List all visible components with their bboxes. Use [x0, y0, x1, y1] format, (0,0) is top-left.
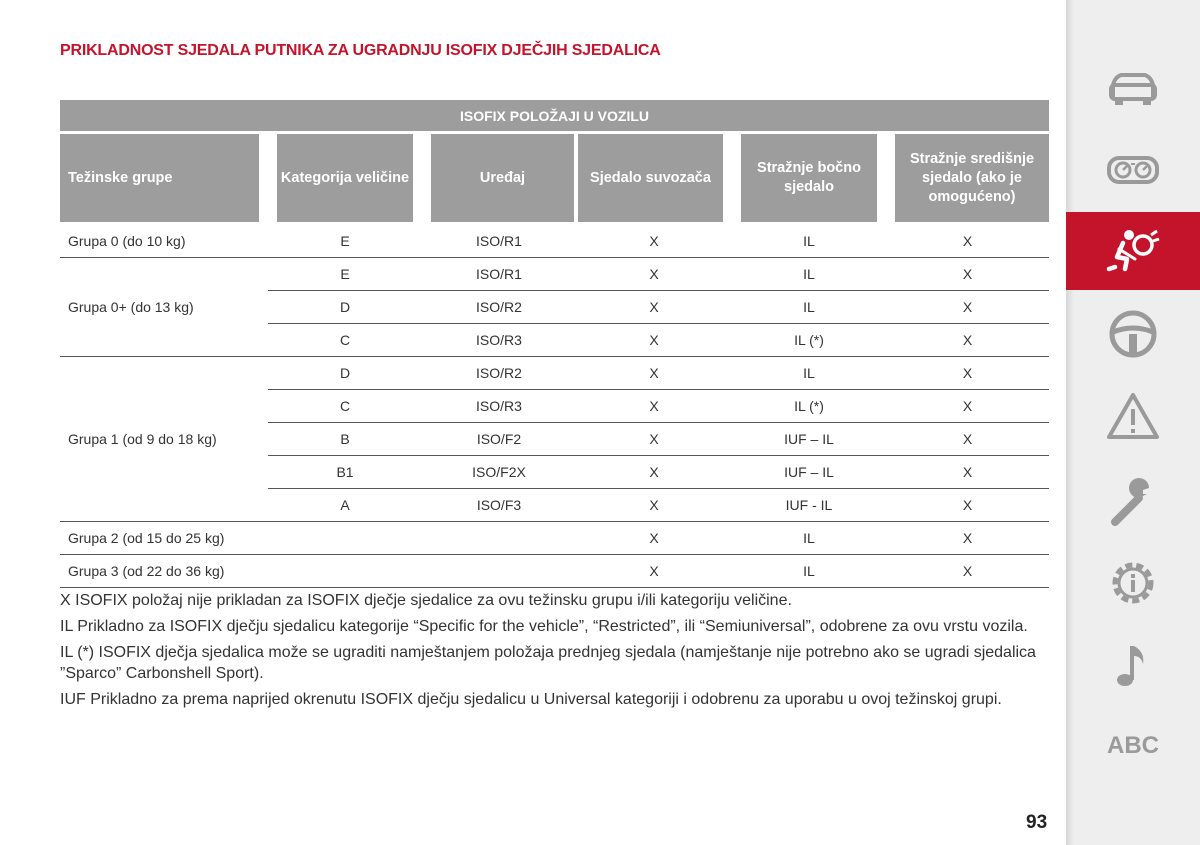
device-cell: ISO/R2	[422, 291, 576, 324]
rear-center-seat-cell: X	[886, 423, 1049, 456]
table-row	[60, 522, 1049, 555]
nav-dashboard[interactable]	[1066, 131, 1200, 209]
rear-center-seat-cell: X	[886, 456, 1049, 489]
size-category-cell: E	[268, 258, 422, 291]
rear-side-seat-cell: IL (*)	[732, 390, 886, 423]
passenger-seat-cell: X	[576, 357, 732, 390]
device-cell	[422, 555, 576, 588]
weight-group-cell: Grupa 0 (do 10 kg)	[60, 225, 268, 258]
isofix-table	[60, 100, 1049, 588]
passenger-seat-cell: X	[576, 522, 732, 555]
abc-label: ABC	[1107, 732, 1159, 759]
rear-side-seat-cell: IL	[732, 357, 886, 390]
nav-steering[interactable]	[1066, 295, 1200, 373]
col-header-rear-center-seat: Stražnje središnje sjedalo (ako je omogućeno)	[886, 133, 1049, 223]
nav-multimedia[interactable]	[1066, 627, 1200, 705]
rear-side-seat-cell: IL	[732, 522, 886, 555]
size-category-cell	[268, 522, 422, 555]
passenger-seat-cell: X	[576, 258, 732, 291]
rear-center-seat-cell: X	[886, 225, 1049, 258]
chapter-sidebar	[1066, 0, 1200, 845]
size-category-cell: C	[268, 324, 422, 357]
device-cell: ISO/F2	[422, 423, 576, 456]
device-cell: ISO/F3	[422, 489, 576, 522]
passenger-seat-cell: X	[576, 489, 732, 522]
page-number: 93	[1026, 812, 1048, 833]
airbag-icon	[1105, 223, 1161, 279]
note-il-star: IL (*) ISOFIX dječja sjedalica može se ugraditi namještanjem položaja prednjeg sjedala (namještanje nije potrebno ako se ugradi sjedalica ”Sparco” Carbonshell Sport).	[60, 644, 1036, 682]
passenger-seat-cell: X	[576, 390, 732, 423]
rear-side-seat-cell: IL (*)	[732, 324, 886, 357]
dashboard-icon	[1105, 142, 1161, 198]
col-header-device: Uređaj	[422, 133, 576, 223]
rear-side-seat-cell: IL	[732, 225, 886, 258]
steering-wheel-icon	[1105, 306, 1161, 362]
nav-safety[interactable]	[1066, 212, 1200, 290]
nav-index[interactable]	[1066, 707, 1200, 785]
info-gear-icon	[1105, 555, 1161, 611]
rear-side-seat-cell: IUF – IL	[732, 456, 886, 489]
rear-side-seat-cell: IL	[732, 258, 886, 291]
music-icon	[1105, 638, 1161, 694]
nav-maintenance[interactable]	[1066, 461, 1200, 539]
rear-side-seat-cell: IUF – IL	[732, 423, 886, 456]
device-cell	[422, 522, 576, 555]
rear-center-seat-cell: X	[886, 522, 1049, 555]
note-x: X ISOFIX položaj nije prikladan za ISOFIX dječje sjedalice za ovu težinsku grupu i/ili kategoriju veličine.	[60, 592, 792, 609]
passenger-seat-cell: X	[576, 423, 732, 456]
size-category-cell: B1	[268, 456, 422, 489]
rear-center-seat-cell: X	[886, 324, 1049, 357]
rear-center-seat-cell: X	[886, 357, 1049, 390]
nav-warnings[interactable]	[1066, 378, 1200, 456]
col-header-rear-side-seat: Stražnje bočno sjedalo	[732, 133, 886, 223]
device-cell: ISO/R3	[422, 390, 576, 423]
passenger-seat-cell: X	[576, 555, 732, 588]
passenger-seat-cell: X	[576, 225, 732, 258]
size-category-cell: A	[268, 489, 422, 522]
weight-group-cell: Grupa 2 (od 15 do 25 kg)	[60, 522, 268, 555]
col-header-weight-group: Težinske grupe	[60, 133, 268, 223]
weight-group-cell: Grupa 1 (od 9 do 18 kg)	[60, 357, 268, 522]
nav-technical-data[interactable]	[1066, 544, 1200, 622]
wrench-icon	[1105, 472, 1161, 528]
device-cell: ISO/R1	[422, 225, 576, 258]
table-row	[60, 357, 1049, 390]
weight-group-cell: Grupa 3 (od 22 do 36 kg)	[60, 555, 268, 588]
rear-center-seat-cell: X	[886, 555, 1049, 588]
table-super-header: ISOFIX POLOŽAJI U VOZILU	[60, 100, 1049, 133]
size-category-cell: D	[268, 357, 422, 390]
device-cell: ISO/R1	[422, 258, 576, 291]
rear-center-seat-cell: X	[886, 390, 1049, 423]
weight-group-cell: Grupa 0+ (do 13 kg)	[60, 258, 268, 357]
nav-car[interactable]	[1066, 48, 1200, 126]
rear-center-seat-cell: X	[886, 291, 1049, 324]
note-iuf: IUF Prikladno za prema naprijed okrenutu ISOFIX dječju sjedalicu u Universal kategoriji i odobrenu za uporabu u ovoj težinskoj grupi.	[60, 691, 1002, 708]
size-category-cell	[268, 555, 422, 588]
page-title: PRIKLADNOST SJEDALA PUTNIKA ZA UGRADNJU ISOFIX DJEČJIH SJEDALICA	[60, 42, 661, 59]
note-il: IL Prikladno za ISOFIX dječju sjedalicu kategorije “Specific for the vehicle”, “Restricted”, ili “Semiuniversal”, odobrene za ovu vrstu vozila.	[60, 618, 1028, 635]
rear-side-seat-cell: IL	[732, 555, 886, 588]
size-category-cell: D	[268, 291, 422, 324]
col-header-passenger-seat: Sjedalo suvozača	[576, 133, 732, 223]
device-cell: ISO/R3	[422, 324, 576, 357]
device-cell: ISO/F2X	[422, 456, 576, 489]
device-cell: ISO/R2	[422, 357, 576, 390]
legend-notes	[60, 590, 1045, 715]
size-category-cell: B	[268, 423, 422, 456]
warning-icon	[1105, 389, 1161, 445]
car-icon	[1105, 59, 1161, 115]
table-row	[60, 555, 1049, 588]
col-header-size-category: Kategorija veličine	[268, 133, 422, 223]
passenger-seat-cell: X	[576, 456, 732, 489]
rear-center-seat-cell: X	[886, 489, 1049, 522]
rear-side-seat-cell: IUF - IL	[732, 489, 886, 522]
rear-side-seat-cell: IL	[732, 291, 886, 324]
passenger-seat-cell: X	[576, 324, 732, 357]
passenger-seat-cell: X	[576, 291, 732, 324]
size-category-cell: E	[268, 225, 422, 258]
rear-center-seat-cell: X	[886, 258, 1049, 291]
table-row	[60, 225, 1049, 258]
size-category-cell: C	[268, 390, 422, 423]
table-row	[60, 258, 1049, 291]
